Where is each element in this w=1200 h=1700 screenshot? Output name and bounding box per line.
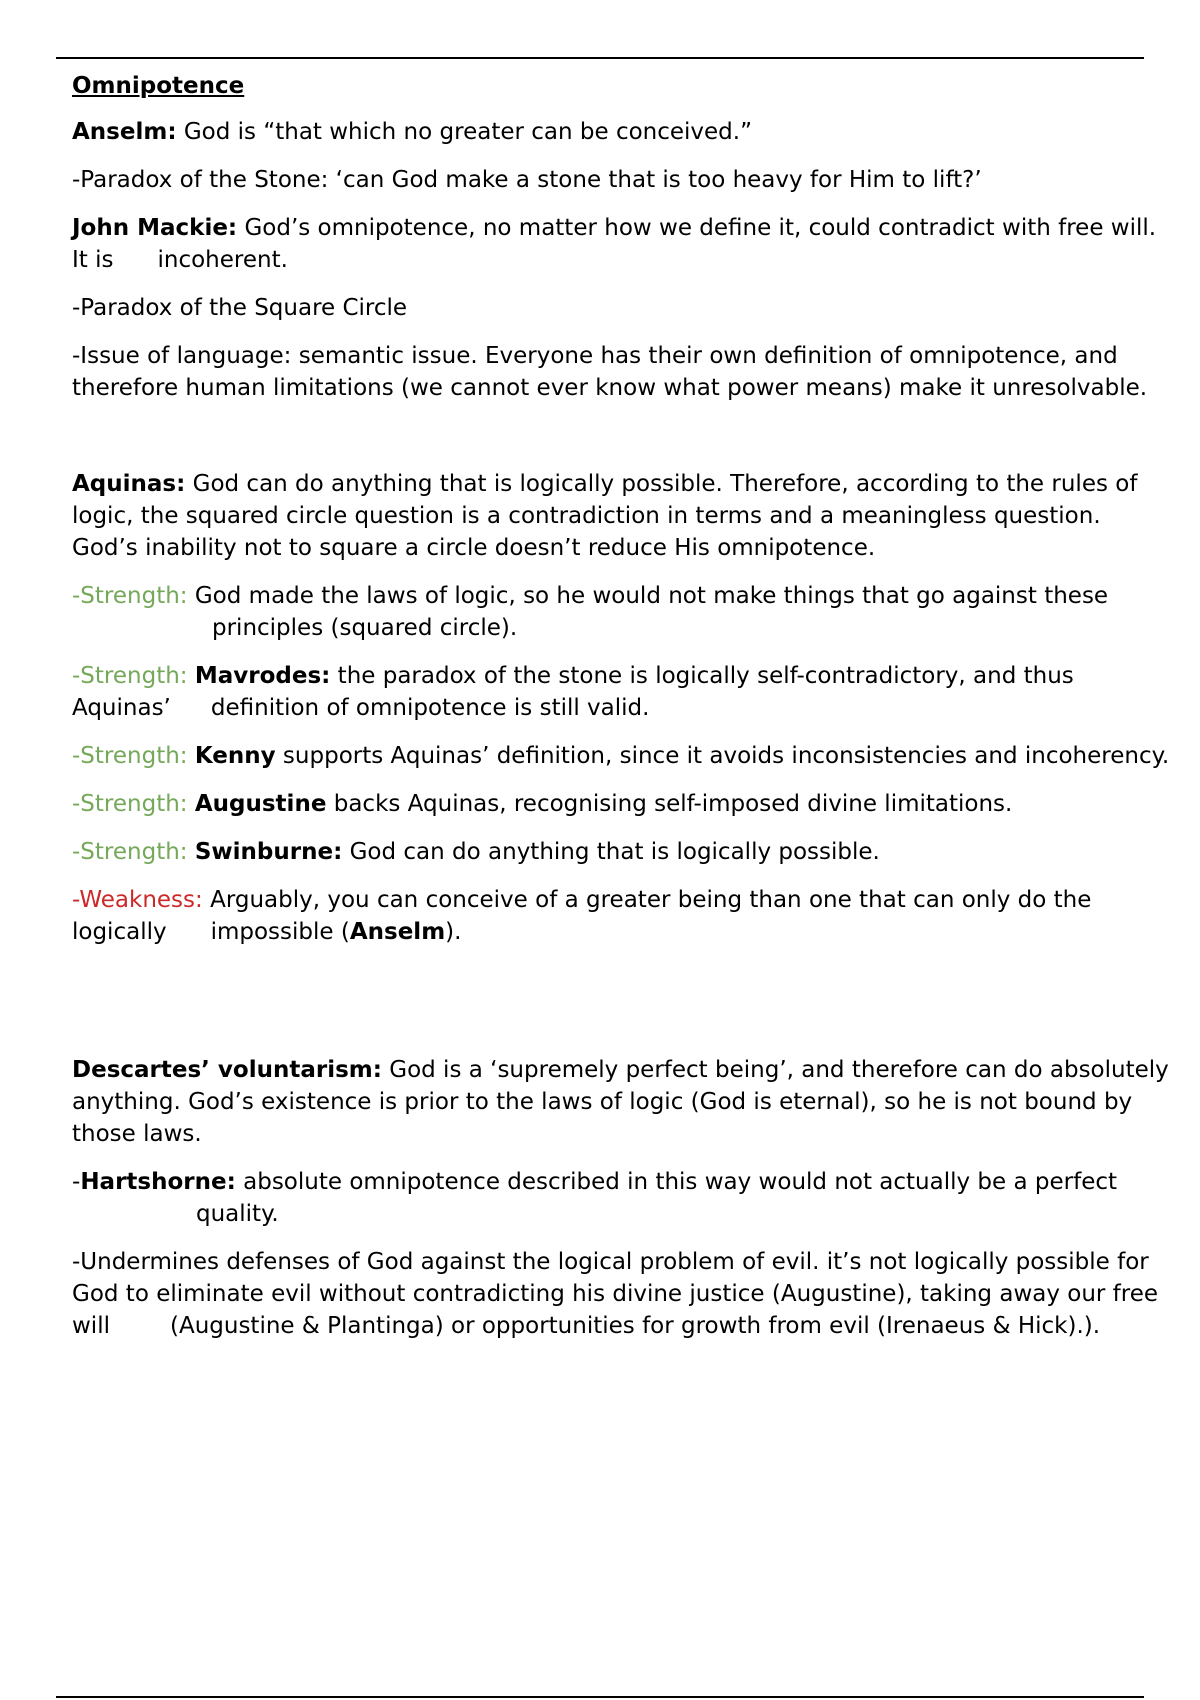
mackie-text: God’s omnipotence, no matter how we define it, could contradict with free will. It is xyxy=(72,215,1157,273)
hartshorne-dash: - xyxy=(72,1169,81,1195)
descartes-text: God is a ‘supremely perfect being’, and therefore can do absolutely anything. God’s existence is prior to the laws of logic (God is eternal), so he is not bound by those laws. xyxy=(72,1057,1169,1147)
weakness-text-end: ). xyxy=(445,919,462,945)
strength-augustine xyxy=(72,788,1172,820)
swinburne-text: God can do anything that is logically possible. xyxy=(342,839,880,865)
top-rule xyxy=(56,57,1144,59)
strength-label: -Strength: xyxy=(72,743,188,769)
descartes-name: Descartes’ voluntarism: xyxy=(72,1057,382,1083)
strength-swinburne xyxy=(72,836,1172,868)
hartshorne-text: absolute omnipotence described in this way would not actually be a perfect xyxy=(235,1169,1118,1195)
document-body xyxy=(72,70,1172,1358)
anselm-text: God is “that which no greater can be conceived.” xyxy=(176,119,753,145)
mackie-text-cont: incoherent. xyxy=(157,247,288,273)
page-title: Omnipotence xyxy=(72,73,245,99)
swinburne-name: Swinburne: xyxy=(194,839,343,865)
weakness-text: Arguably, you can conceive of a greater being than one that can only do the logically xyxy=(72,887,1092,945)
strength-label: -Strength: xyxy=(72,839,188,865)
kenny-name: Kenny xyxy=(194,743,276,769)
language-issue: -Issue of language: semantic issue. Everyone has their own definition of omnipotence, and therefore human limitations (we cannot ever know what power means) make it unresolvable. xyxy=(72,343,1148,401)
evil-paragraph xyxy=(72,1246,1172,1342)
augustine-text: backs Aquinas, recognising self-imposed divine limitations. xyxy=(326,791,1013,817)
strength-label: -Strength: xyxy=(72,791,188,817)
kenny-text: supports Aquinas’ definition, since it avoids inconsistencies and incoherency. xyxy=(275,743,1170,769)
weakness-label: -Weakness: xyxy=(72,887,203,913)
weakness-text-cont: impossible ( xyxy=(210,919,350,945)
strength-label: -Strength: xyxy=(72,583,188,609)
bottom-rule xyxy=(56,1696,1144,1698)
strength-kenny xyxy=(72,740,1172,772)
evil-text: -Undermines defenses of God against the logical problem of evil. it’s not logically possible for God to eliminate evil without contradicting his divine justice (Augustine), taking away our free will xyxy=(72,1249,1159,1339)
aquinas-name: Aquinas: xyxy=(72,471,186,497)
strength-label: -Strength: xyxy=(72,663,188,689)
anselm-paragraph xyxy=(72,116,1172,148)
augustine-name: Augustine xyxy=(194,791,327,817)
strength-text: God made the laws of logic, so he would not make things that go against these xyxy=(187,583,1109,609)
square-circle-paradox: -Paradox of the Square Circle xyxy=(72,295,408,321)
hartshorne-paragraph xyxy=(72,1166,1172,1230)
mavrodes-text-cont: definition of omnipotence is still valid. xyxy=(210,695,650,721)
stone-paradox: -Paradox of the Stone: ‘can God make a stone that is too heavy for Him to lift?’ xyxy=(72,167,982,193)
weakness-anselm-name: Anselm xyxy=(349,919,446,945)
weakness-anselm xyxy=(72,884,1172,948)
mavrodes-text: the paradox of the stone is logically self-contradictory, and thus Aquinas’ xyxy=(72,663,1074,721)
hartshorne-name: Hartshorne: xyxy=(80,1169,236,1195)
strength-laws-of-logic xyxy=(72,580,1172,644)
mackie-paragraph xyxy=(72,212,1172,276)
hartshorne-text-cont: quality. xyxy=(196,1201,279,1227)
mavrodes-name: Mavrodes: xyxy=(194,663,331,689)
mackie-name: John Mackie: xyxy=(72,215,238,241)
descartes-paragraph xyxy=(72,1054,1172,1150)
evil-text-cont: (Augustine & Plantinga) or opportunities for growth from evil (Irenaeus & Hick).). xyxy=(169,1313,1101,1339)
aquinas-text: God can do anything that is logically possible. Therefore, according to the rules of logic, the squared circle question is a contradiction in terms and a meaningless question. God’s inability not to square a circle doesn’t reduce His omnipotence. xyxy=(72,471,1138,561)
strength-text-cont: principles (squared circle). xyxy=(212,615,518,641)
strength-mavrodes xyxy=(72,660,1172,724)
anselm-name: Anselm: xyxy=(72,119,177,145)
aquinas-paragraph xyxy=(72,468,1172,564)
